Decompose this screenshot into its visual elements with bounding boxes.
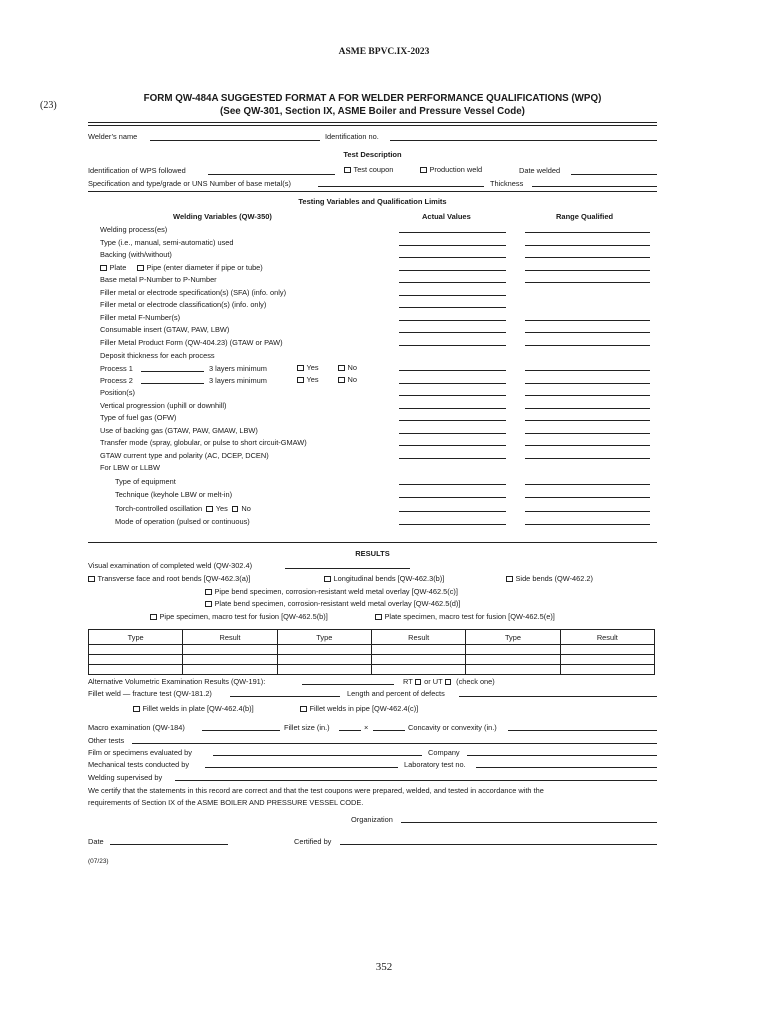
form-title: FORM QW-484A SUGGESTED FORMAT A FOR WELDER PERFORMANCE QUALIFICATIONS (WPQ) <box>143 93 602 104</box>
pipe-checkbox[interactable] <box>137 265 144 272</box>
variable-label: Use of backing gas (GTAW, PAW, GMAW, LBW) <box>100 425 258 435</box>
range-qualified-field[interactable] <box>525 270 650 271</box>
range-qualified-field[interactable] <box>525 433 650 434</box>
actual-value-field[interactable] <box>399 383 506 384</box>
range-qualified-field[interactable] <box>525 282 650 283</box>
results-table <box>88 629 655 675</box>
process1-yes[interactable]: Yes <box>297 363 319 372</box>
fillet-fracture-field[interactable] <box>230 696 340 697</box>
actual-value-field[interactable] <box>399 420 506 421</box>
actual-value-field[interactable] <box>399 511 506 512</box>
thickness-field[interactable] <box>532 186 657 187</box>
variable-label: Vertical progression (uphill or downhill) <box>100 400 227 410</box>
certification-statement-2: requirements of Section IX of the ASME BOILER AND PRESSURE VESSEL CODE. <box>88 798 364 807</box>
test-coupon-checkbox[interactable] <box>344 167 351 174</box>
lbw-type-of-equipment: Type of equipment <box>115 477 176 486</box>
range-qualified-field[interactable] <box>525 232 650 233</box>
variable-label: Deposit thickness for each process <box>100 350 215 360</box>
actual-value-field[interactable] <box>399 408 506 409</box>
table-row <box>89 645 655 655</box>
actual-value-field[interactable] <box>399 282 506 283</box>
production-weld-checkbox[interactable] <box>420 167 427 174</box>
welding-supervised-label: Welding supervised by <box>88 773 163 782</box>
organization-label: Organization <box>351 815 393 824</box>
table-header: Type <box>89 630 183 645</box>
variable-label: GTAW current type and polarity (AC, DCEP, DCEN) <box>100 450 269 460</box>
process2-no-checkbox[interactable] <box>338 377 345 384</box>
range-qualified-field[interactable] <box>525 370 650 371</box>
range-qualified-field[interactable] <box>525 511 650 512</box>
variable-label: Transfer mode (spray, globular, or pulse to short circuit-GMAW) <box>100 438 307 448</box>
results-heading: RESULTS <box>355 549 390 558</box>
actual-value-field[interactable] <box>399 307 506 308</box>
range-qualified-field[interactable] <box>525 484 650 485</box>
longitudinal-bends-checkbox[interactable] <box>324 576 331 583</box>
test-coupon-option[interactable]: Test coupon <box>344 165 393 174</box>
welding-supervised-field[interactable] <box>175 780 657 781</box>
lbw-technique: Technique (keyhole LBW or melt-in) <box>115 490 233 499</box>
process1-label: Process 1 <box>100 364 133 373</box>
visual-exam-field[interactable] <box>285 568 410 569</box>
plate-bend-overlay-option[interactable]: Plate bend specimen, corrosion-resistant weld metal overlay [QW-462.5(d)] <box>205 599 460 608</box>
film-evaluated-field[interactable] <box>213 755 422 756</box>
film-evaluated-label: Film or specimens evaluated by <box>88 748 192 757</box>
process1-layers: 3 layers minimum <box>209 364 267 373</box>
actual-value-field[interactable] <box>399 270 506 271</box>
other-tests-field[interactable] <box>132 743 657 744</box>
process2-layers: 3 layers minimum <box>209 376 267 385</box>
pipe-option[interactable]: Pipe (enter diameter if pipe or tube) <box>137 263 263 272</box>
range-qualified-field[interactable] <box>525 345 650 346</box>
table-header: Type <box>277 630 371 645</box>
mechanical-tests-field[interactable] <box>205 767 398 768</box>
company-label: Company <box>428 748 460 757</box>
actual-value-field[interactable] <box>399 484 506 485</box>
table-header: Type <box>466 630 560 645</box>
process2-no[interactable]: No <box>338 375 357 384</box>
range-qualified-field[interactable] <box>525 458 650 459</box>
plate-macro-checkbox[interactable] <box>375 614 382 621</box>
fillet-fracture-label: Fillet weld — fracture test (QW-181.2) <box>88 689 212 698</box>
variable-label: Type of fuel gas (OFW) <box>100 413 177 423</box>
plate-option[interactable]: Plate <box>100 263 126 272</box>
variable-label: Backing (with/without) <box>100 250 172 260</box>
variable-label: Filler metal or electrode classification(s) (info. only) <box>100 300 267 310</box>
col-welding-variables: Welding Variables (QW-350) <box>173 212 272 221</box>
visual-exam-label: Visual examination of completed weld (QW-302.4) <box>88 561 253 570</box>
range-qualified-field[interactable] <box>525 497 650 498</box>
certified-by-field[interactable] <box>340 844 657 845</box>
process2-label: Process 2 <box>100 376 133 385</box>
variable-label: Filler metal or electrode specification(s) (SFA) (info. only) <box>100 287 287 297</box>
plate-checkbox[interactable] <box>100 265 107 272</box>
company-field[interactable] <box>467 755 657 756</box>
table-header: Result <box>183 630 277 645</box>
transverse-bends-checkbox[interactable] <box>88 576 95 583</box>
actual-value-field[interactable] <box>399 497 506 498</box>
process1-field[interactable] <box>141 371 204 372</box>
range-qualified-field[interactable] <box>525 524 650 525</box>
fillet-size-field-1[interactable] <box>339 730 361 731</box>
length-percent-label: Length and percent of defects <box>347 689 445 698</box>
range-qualified-field[interactable] <box>525 332 650 333</box>
thickness-label: Thickness <box>490 179 524 188</box>
actual-value-field[interactable] <box>399 345 506 346</box>
oscillation-no-checkbox[interactable] <box>232 506 239 513</box>
lab-test-label: Laboratory test no. <box>404 760 466 769</box>
test-description-heading: Test Description <box>343 150 402 159</box>
base-metal-spec-field[interactable] <box>318 186 484 187</box>
range-qualified-field[interactable] <box>525 383 650 384</box>
actual-value-field[interactable] <box>399 295 506 296</box>
edition-marker: (23) <box>40 100 57 111</box>
range-qualified-field[interactable] <box>525 445 650 446</box>
fillet-plate-option[interactable]: Fillet welds in plate [QW-462.4(b)] <box>133 704 254 713</box>
process2-yes-checkbox[interactable] <box>297 377 304 384</box>
table-row <box>89 655 655 665</box>
mechanical-tests-label: Mechanical tests conducted by <box>88 760 190 769</box>
rt-checkbox[interactable] <box>415 679 422 686</box>
actual-value-field[interactable] <box>399 320 506 321</box>
range-qualified-field[interactable] <box>525 420 650 421</box>
variable-label: Base metal P-Number to P-Number <box>100 275 217 285</box>
length-percent-field[interactable] <box>459 696 657 697</box>
organization-field[interactable] <box>401 822 657 823</box>
times-sign: × <box>364 723 369 732</box>
actual-value-field[interactable] <box>399 245 506 246</box>
variable-label: For LBW or LLBW <box>100 463 160 473</box>
col-actual-values: Actual Values <box>422 212 471 221</box>
longitudinal-bends-option[interactable]: Longitudinal bends [QW-462.3(b)] <box>324 574 444 583</box>
macro-exam-field[interactable] <box>202 730 280 731</box>
process1-yes-checkbox[interactable] <box>297 365 304 372</box>
side-bends-option[interactable]: Side bends (QW-462.2) <box>506 574 593 583</box>
variable-label: Filler metal F-Number(s) <box>100 312 181 322</box>
date-label: Date <box>88 837 104 846</box>
date-welded-field[interactable] <box>571 174 657 175</box>
welder-name-field[interactable] <box>150 140 320 141</box>
plate-macro-option[interactable]: Plate specimen, macro test for fusion [QW-462.5(e)] <box>375 612 555 621</box>
actual-value-field[interactable] <box>399 332 506 333</box>
base-metal-spec-label: Specification and type/grade or UNS Number of base metal(s) <box>88 179 291 188</box>
macro-exam-label: Macro examination (QW-184) <box>88 723 185 732</box>
production-weld-option[interactable]: Production weld <box>420 165 482 174</box>
range-qualified-field[interactable] <box>525 257 650 258</box>
wps-field[interactable] <box>208 174 335 175</box>
table-row <box>89 665 655 675</box>
variable-label: Position(s) <box>100 388 135 398</box>
actual-value-field[interactable] <box>399 257 506 258</box>
rt-ut-options: RT or UT (check one) <box>403 677 495 686</box>
transverse-bends-option[interactable]: Transverse face and root bends [QW-462.3(a)] <box>88 574 250 583</box>
identification-no-field[interactable] <box>390 140 657 141</box>
variable-label: Consumable insert (GTAW, PAW, LBW) <box>100 325 230 335</box>
lbw-torch-oscillation: Torch-controlled oscillation Yes No <box>115 504 251 513</box>
fillet-pipe-option[interactable]: Fillet welds in pipe [QW-462.4(c)] <box>300 704 418 713</box>
oscillation-yes-checkbox[interactable] <box>206 506 213 513</box>
process2-field[interactable] <box>141 383 204 384</box>
variable-label: Welding process(es) <box>100 225 168 234</box>
actual-value-field[interactable] <box>399 395 506 396</box>
fillet-plate-checkbox[interactable] <box>133 706 140 713</box>
other-tests-label: Other tests <box>88 736 125 745</box>
actual-value-field[interactable] <box>399 524 506 525</box>
pipe-bend-overlay-option[interactable]: Pipe bend specimen, corrosion-resistant weld metal overlay [QW-462.5(c)] <box>205 587 458 596</box>
date-welded-label: Date welded <box>519 166 561 175</box>
actual-value-field[interactable] <box>399 232 506 233</box>
form-subtitle: (See QW-301, Section IX, ASME Boiler and Pressure Vessel Code) <box>220 106 525 117</box>
table-header: Result <box>560 630 654 645</box>
actual-value-field[interactable] <box>399 433 506 434</box>
range-qualified-field[interactable] <box>525 320 650 321</box>
page-number: 352 <box>375 961 393 973</box>
lab-test-field[interactable] <box>476 767 657 768</box>
welder-name-label: Welder’s name <box>88 132 138 141</box>
certified-by-label: Certified by <box>294 837 332 846</box>
process2-yes[interactable]: Yes <box>297 375 319 384</box>
pipe-macro-checkbox[interactable] <box>150 614 157 621</box>
concavity-label: Concavity or convexity (in.) <box>408 723 497 732</box>
table-header: Result <box>371 630 465 645</box>
testing-variables-heading: Testing Variables and Qualification Limits <box>298 197 447 206</box>
actual-value-field[interactable] <box>399 445 506 446</box>
range-qualified-field[interactable] <box>525 245 650 246</box>
pipe-macro-option[interactable]: Pipe specimen, macro test for fusion [QW-462.5(b)] <box>150 612 328 621</box>
wps-label: Identification of WPS followed <box>88 166 186 175</box>
range-qualified-field[interactable] <box>525 408 650 409</box>
concavity-field[interactable] <box>508 730 657 731</box>
lbw-mode-of-operation: Mode of operation (pulsed or continuous) <box>115 517 250 526</box>
ut-checkbox[interactable] <box>445 679 452 686</box>
fillet-size-label: Fillet size (in.) <box>284 723 330 732</box>
alt-volumetric-field[interactable] <box>302 684 394 685</box>
process1-no-checkbox[interactable] <box>338 365 345 372</box>
actual-value-field[interactable] <box>399 370 506 371</box>
revision-date: (07/23) <box>88 858 109 865</box>
identification-no-label: Identification no. <box>325 132 379 141</box>
actual-value-field[interactable] <box>399 458 506 459</box>
fillet-size-field-2[interactable] <box>373 730 405 731</box>
range-qualified-field[interactable] <box>525 395 650 396</box>
plate-bend-overlay-checkbox[interactable] <box>205 601 212 608</box>
running-title: ASME BPVC.IX-2023 <box>338 47 430 57</box>
side-bends-checkbox[interactable] <box>506 576 513 583</box>
pipe-bend-overlay-checkbox[interactable] <box>205 589 212 596</box>
alt-volumetric-label: Alternative Volumetric Examination Results (QW-191): <box>88 677 266 686</box>
certification-statement-1: We certify that the statements in this record are correct and that the test coupons were prepared, welded, and tested in accordance with the <box>88 786 544 795</box>
variable-label: Filler Metal Product Form (QW-404.23) (GTAW or PAW) <box>100 337 283 347</box>
fillet-pipe-checkbox[interactable] <box>300 706 307 713</box>
col-range-qualified: Range Qualified <box>556 212 614 221</box>
process1-no[interactable]: No <box>338 363 357 372</box>
variable-label: Type (i.e., manual, semi-automatic) used <box>100 237 234 247</box>
date-field[interactable] <box>110 844 228 845</box>
